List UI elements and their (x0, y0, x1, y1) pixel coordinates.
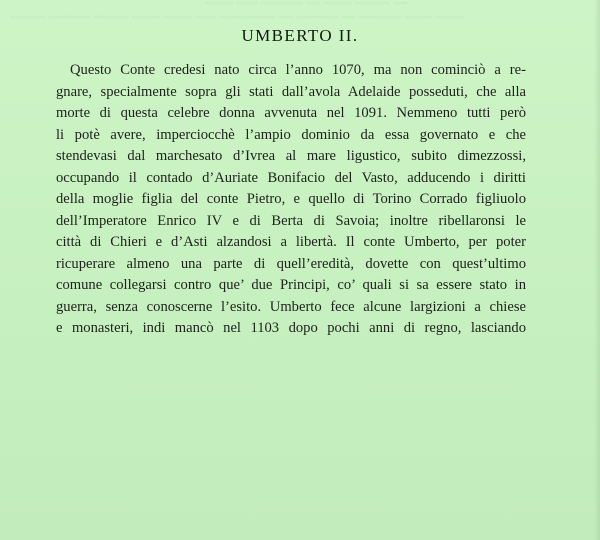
text-line: comune collegarsi contro que’ due Principi, co’ quali si sa essere stato in (56, 277, 526, 293)
show-through-text: ~~~~ ~~~ ~~~~~~ ~~ ~~~~ ~~~~~ ~~ ~~~~~ ~~~~~~ ~~~~~ ~~~~ ~~~~ ~~~ ~~~~~~~~ ~~ ~~~~~~ ~~ ~~~~~~ ~~~~ ~~~~ (10, 0, 464, 24)
text-line: li potè avere, imperciocchè l’ampio dominio da essa governato e che (56, 126, 526, 143)
text-line: morte di questa celebre donna avvenuta nel 1091. Nemmeno tutti però (56, 105, 526, 121)
text-line: ricuperare almeno una parte di quell’eredità, dovette con quest’ultimo (56, 255, 526, 272)
text-line: e monasteri, indi mancò nel 1103 dopo pochi anni di regno, lasciando (56, 320, 526, 336)
text-line: guerra, senza conoscerne l’esito. Umberto fece alcune largizioni a chiese (56, 298, 526, 315)
body-text (56, 60, 526, 340)
text-line: occupando il contado d’Auriate Bonifacio del Vasto, adducendo i diritti (56, 169, 526, 186)
page-heading: UMBERTO II. (241, 26, 359, 45)
text-line: gnare, specialmente sopra gli stati dall’avola Adelaide posseduti, che alla (56, 83, 526, 100)
text-line: stendevasi dal marchesato d’Ivrea al mare ligustico, subito dimezzossi, (56, 148, 526, 164)
text-line: della moglie figlia del conte Pietro, e quello di Torino Corrado figliuolo (56, 191, 526, 207)
text-line: dell’Imperatore Enrico IV e di Berta di Savoia; inoltre ribellaronsi le (56, 212, 526, 229)
text-line: città di Chieri e d’Asti alzandosi a libertà. Il conte Umberto, per poter (56, 234, 526, 250)
text-line: Questo Conte credesi nato circa l’anno 1070, ma non cominciò a re- (70, 62, 526, 78)
page-edge-shadow (594, 0, 600, 540)
